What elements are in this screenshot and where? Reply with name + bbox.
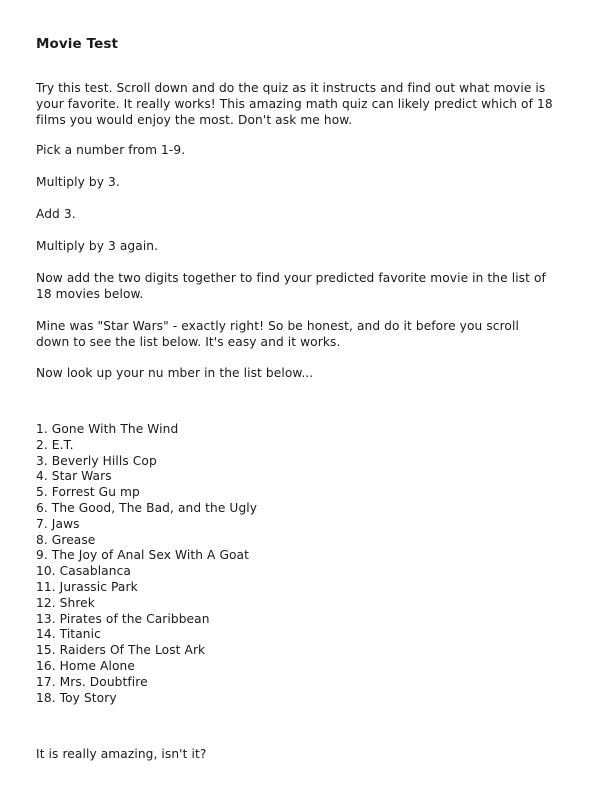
list-item: 4. Star Wars [36,469,112,484]
list-item: 8. Grease [36,532,96,547]
step-multiply-again: Multiply by 3 again. [36,239,159,253]
list-item: 3. Beverly Hills Cop [36,453,157,468]
lookup-instruction: Now look up your nu mber in the list below... [36,366,314,380]
step-add-digits: Now add the two digits together to find your predicted favorite movie in the list of 18 movies below. [36,271,546,301]
list-item: 12. Shrek [36,595,95,610]
list-item: 11. Jurassic Park [36,579,138,594]
mine-paragraph: Mine was "Star Wars" - exactly right! So be honest, and do it before you scroll down to see the list below. It's easy and it works. [36,319,519,349]
list-item: 14. Titanic [36,627,101,642]
list-item: 16. Home Alone [36,658,135,673]
list-item: 15. Raiders Of The Lost Ark [36,643,206,658]
step-add-3: Add 3. [36,207,76,221]
closing-line: It is really amazing, isn't it? [36,747,207,762]
step-pick-number: Pick a number from 1-9. [36,143,186,157]
list-item: 13. Pirates of the Caribbean [36,611,210,626]
list-item: 1. Gone With The Wind [36,422,179,436]
list-item: 9. The Joy of Anal Sex With A Goat [36,548,250,563]
list-item: 5. Forrest Gu mp [36,485,140,500]
list-item: 6. The Good, The Bad, and the Ugly [36,500,258,515]
list-item: 17. Mrs. Doubtfire [36,674,148,689]
list-item: 18. Toy Story [36,690,117,705]
step-multiply-3: Multiply by 3. [36,175,120,189]
intro-paragraph: Try this test. Scroll down and do the quiz as it instructs and find out what movie is your favorite. It really works! This amazing math quiz can likely predict which of 18 films you would enjoy the most. Don't ask me how. [36,81,553,127]
list-item: 2. E.T. [36,437,74,452]
movie-list [36,422,556,706]
list-item: 7. Jaws [36,516,80,531]
document-title: Movie Test [36,36,119,52]
document-page [36,36,556,775]
list-item: 10. Casablanca [36,564,131,579]
